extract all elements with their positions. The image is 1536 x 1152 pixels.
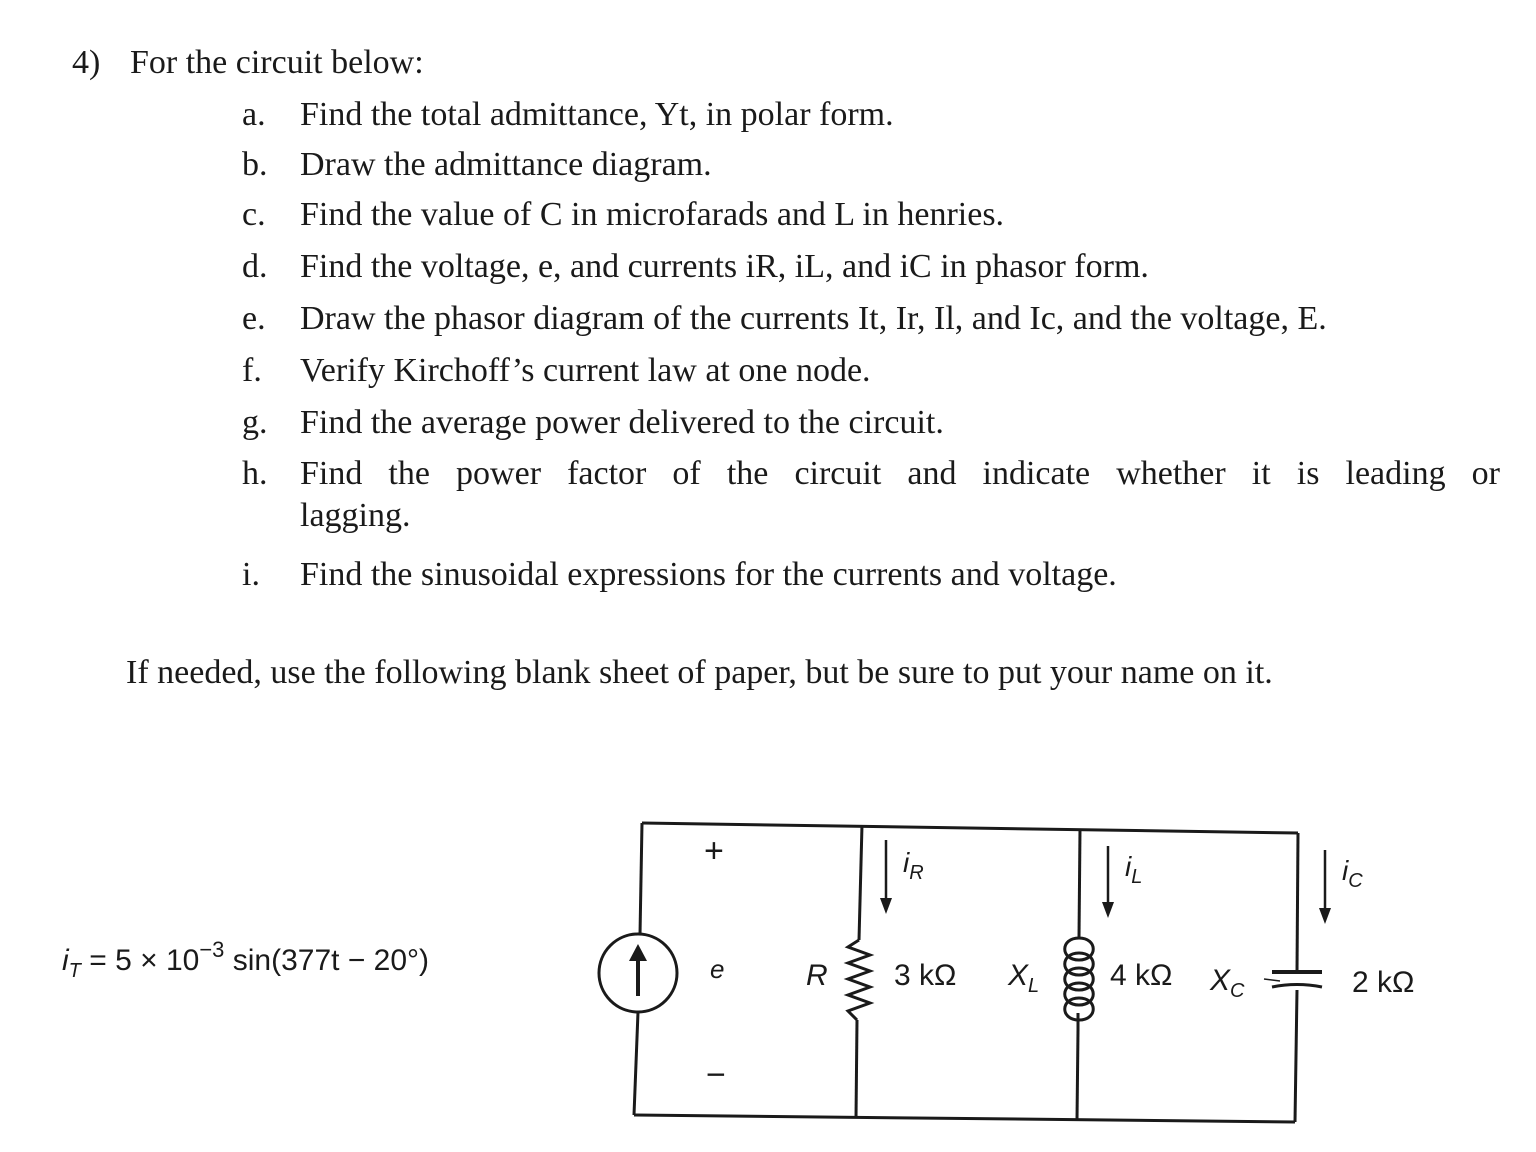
question-prompt: For the circuit below: bbox=[130, 44, 424, 81]
item-text: Draw the phasor diagram of the currents It, Ir, Il, and Ic, and the voltage, E. bbox=[300, 300, 1327, 337]
item-letter: g. bbox=[242, 404, 268, 441]
arrow-down-icon bbox=[880, 898, 892, 914]
instruction-note: If needed, use the following blank sheet of paper, but be sure to put your name on it. bbox=[126, 654, 1273, 691]
item-text: Find the power factor of the circuit and indicate whether it is leading or bbox=[300, 455, 1500, 492]
arrow-down-icon bbox=[1319, 908, 1331, 924]
item-letter: e. bbox=[242, 300, 266, 337]
capacitor-icon bbox=[1264, 972, 1322, 987]
resistor-icon bbox=[848, 940, 870, 1020]
current-label-iC: $i_C$ bbox=[1342, 855, 1363, 892]
voltage-minus: − bbox=[706, 1056, 726, 1094]
inductor-wire-upper bbox=[1079, 829, 1080, 938]
item-letter: f. bbox=[242, 352, 262, 389]
capacitor-value: 2 kΩ bbox=[1352, 966, 1415, 999]
source-expression: $i_T = 5 \times 10^{-3}$ sin(377t − 20°) bbox=[62, 937, 430, 982]
item-letter: a. bbox=[242, 96, 266, 133]
bottom-wire bbox=[634, 1115, 1295, 1122]
inductor-value: 4 kΩ bbox=[1110, 959, 1173, 992]
capacitor-wire-upper bbox=[1297, 833, 1298, 972]
inductor-icon bbox=[1065, 938, 1094, 1030]
item-text: Find the sinusoidal expressions for the currents and voltage. bbox=[300, 556, 1117, 593]
item-text-continuation: lagging. bbox=[300, 497, 411, 534]
top-wire bbox=[642, 823, 1298, 833]
capacitor-wire-lower bbox=[1295, 990, 1297, 1122]
item-text: Find the value of C in microfarads and L in henries. bbox=[300, 196, 1005, 233]
item-text: Draw the admittance diagram. bbox=[300, 146, 712, 183]
inductor-name: $X_L$ bbox=[1008, 959, 1040, 997]
resistor-value: 3 kΩ bbox=[894, 959, 957, 992]
circuit-wires bbox=[634, 823, 1298, 1122]
item-text: Verify Kirchoff’s current law at one node. bbox=[300, 352, 871, 389]
item-text: Find the total admittance, Yt, in polar form. bbox=[300, 96, 894, 133]
current-source bbox=[599, 934, 677, 1012]
resistor-name: R bbox=[806, 959, 828, 992]
voltage-label: e bbox=[710, 954, 725, 984]
left-wire-upper bbox=[640, 823, 642, 935]
inductor-wire-lower bbox=[1077, 1030, 1078, 1120]
current-label-iR: $i_R$ bbox=[903, 847, 924, 884]
item-text: Find the voltage, e, and currents iR, iL, and iC in phasor form. bbox=[300, 248, 1149, 285]
capacitor-name: $X_C$ bbox=[1210, 964, 1245, 1002]
item-letter: b. bbox=[242, 146, 268, 183]
resistor-wire-lower bbox=[856, 1020, 857, 1118]
current-arrows bbox=[880, 840, 1331, 924]
item-text: Find the average power delivered to the circuit. bbox=[300, 404, 944, 441]
voltage-plus: + bbox=[704, 832, 724, 870]
item-letter: i. bbox=[242, 556, 260, 593]
item-letter: h. bbox=[242, 455, 268, 492]
item-letter: c. bbox=[242, 196, 266, 233]
question-number: 4) bbox=[72, 44, 101, 81]
arrow-down-icon bbox=[1102, 902, 1114, 918]
current-label-iL: $i_L$ bbox=[1125, 851, 1143, 888]
left-wire-lower bbox=[634, 1012, 638, 1115]
resistor-wire-upper bbox=[859, 825, 862, 940]
item-letter: d. bbox=[242, 248, 268, 285]
